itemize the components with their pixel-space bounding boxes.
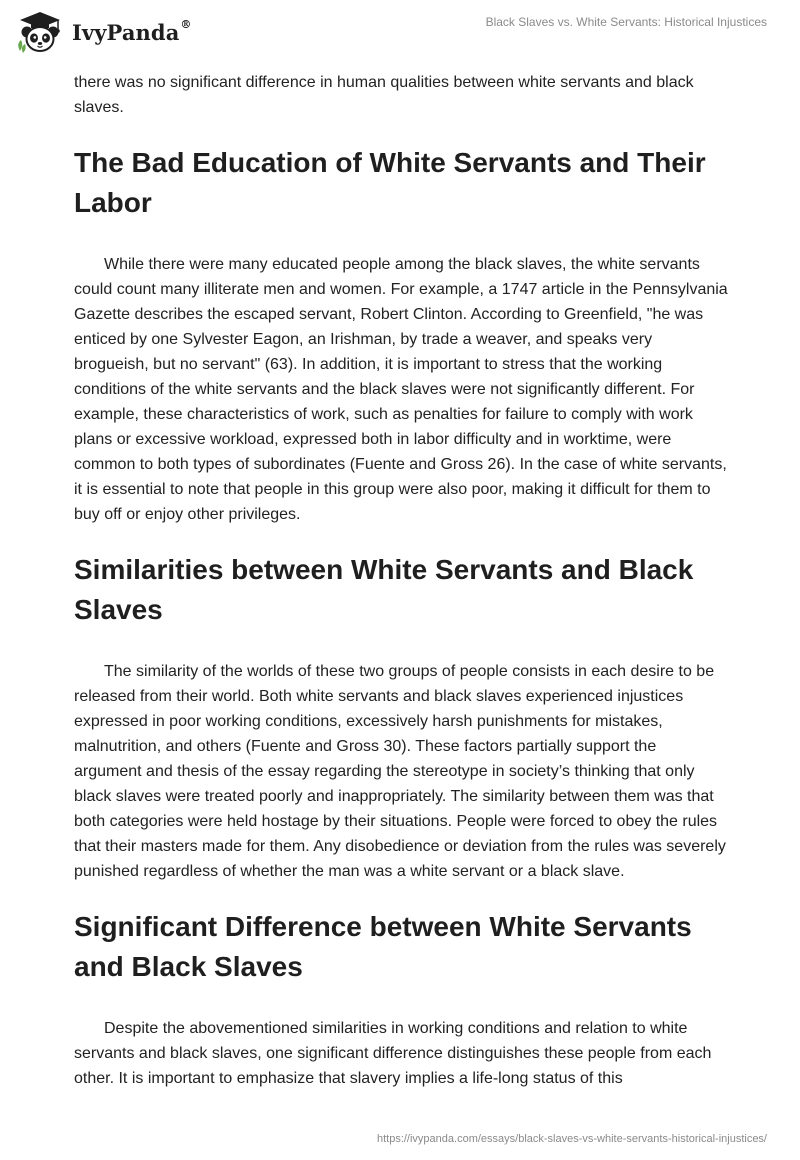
section-heading-significant-difference: Significant Difference between White Servants and Black Slaves <box>74 911 692 982</box>
essay-body <box>74 70 728 1091</box>
intro-paragraph: there was no significant difference in human qualities between white servants and black slaves. <box>74 74 694 116</box>
registered-mark: ® <box>180 17 192 31</box>
brand-name: IvyPanda® <box>72 17 192 45</box>
brand-logo[interactable] <box>14 8 192 56</box>
section-paragraph-significant-difference: Despite the abovementioned similarities in working conditions and relation to white servants and black slaves, one significant difference distinguishes these people from each other. It is important to emphasize that slavery implies a life-long status of this <box>74 1020 712 1087</box>
section-heading-similarities: Similarities between White Servants and Black Slaves <box>74 554 694 625</box>
section-heading-bad-education: The Bad Education of White Servants and Their Labor <box>74 147 706 218</box>
document-title: Black Slaves vs. White Servants: Historical Injustices <box>485 15 767 29</box>
section-paragraph-similarities: The similarity of the worlds of these two groups of people consists in each desire to be released from their world. Both white servants and black slaves experienced injustices expressed in poor working conditions, excessively harsh punishments for mistakes, malnutrition, and others (Fuente and Gross 30). These factors partially support the argument and thesis of the essay regarding the stereotype in society’s thinking that only black slaves were treated poorly and inappropriately. The similarity between them was that both categories were held hostage by their situations. People were forced to obey the rules that their masters made for them. Any disobedience or deviation from the rules was severely punished regardless of whether the man was a white servant or a black slave. <box>74 663 726 880</box>
page-header <box>0 0 800 64</box>
panda-graduate-icon <box>14 10 66 54</box>
section-paragraph-bad-education: While there were many educated people among the black slaves, the white servants could count many illiterate men and women. For example, a 1747 article in the Pennsylvania Gazette describes the escaped servant, Robert Clinton. According to Greenfield, "he was enticed by one Sylvester Eagon, an Irishman, by trade a weaver, and speaks very brogueish, but no servant" (63). In addition, it is important to stress that the working conditions of the white servants and the black slaves were not significantly different. For example, these characteristics of work, such as penalties for failure to comply with work plans or excessive workload, expressed both in labor difficulty and in worktime, were common to both types of subordinates (Fuente and Gross 26). In the case of white servants, it is essential to note that people in this group were also poor, making it difficult for them to buy off or enjoy other privileges. <box>74 256 728 523</box>
source-url[interactable]: https://ivypanda.com/essays/black-slaves-vs-white-servants-historical-injustices/ <box>376 1133 767 1145</box>
